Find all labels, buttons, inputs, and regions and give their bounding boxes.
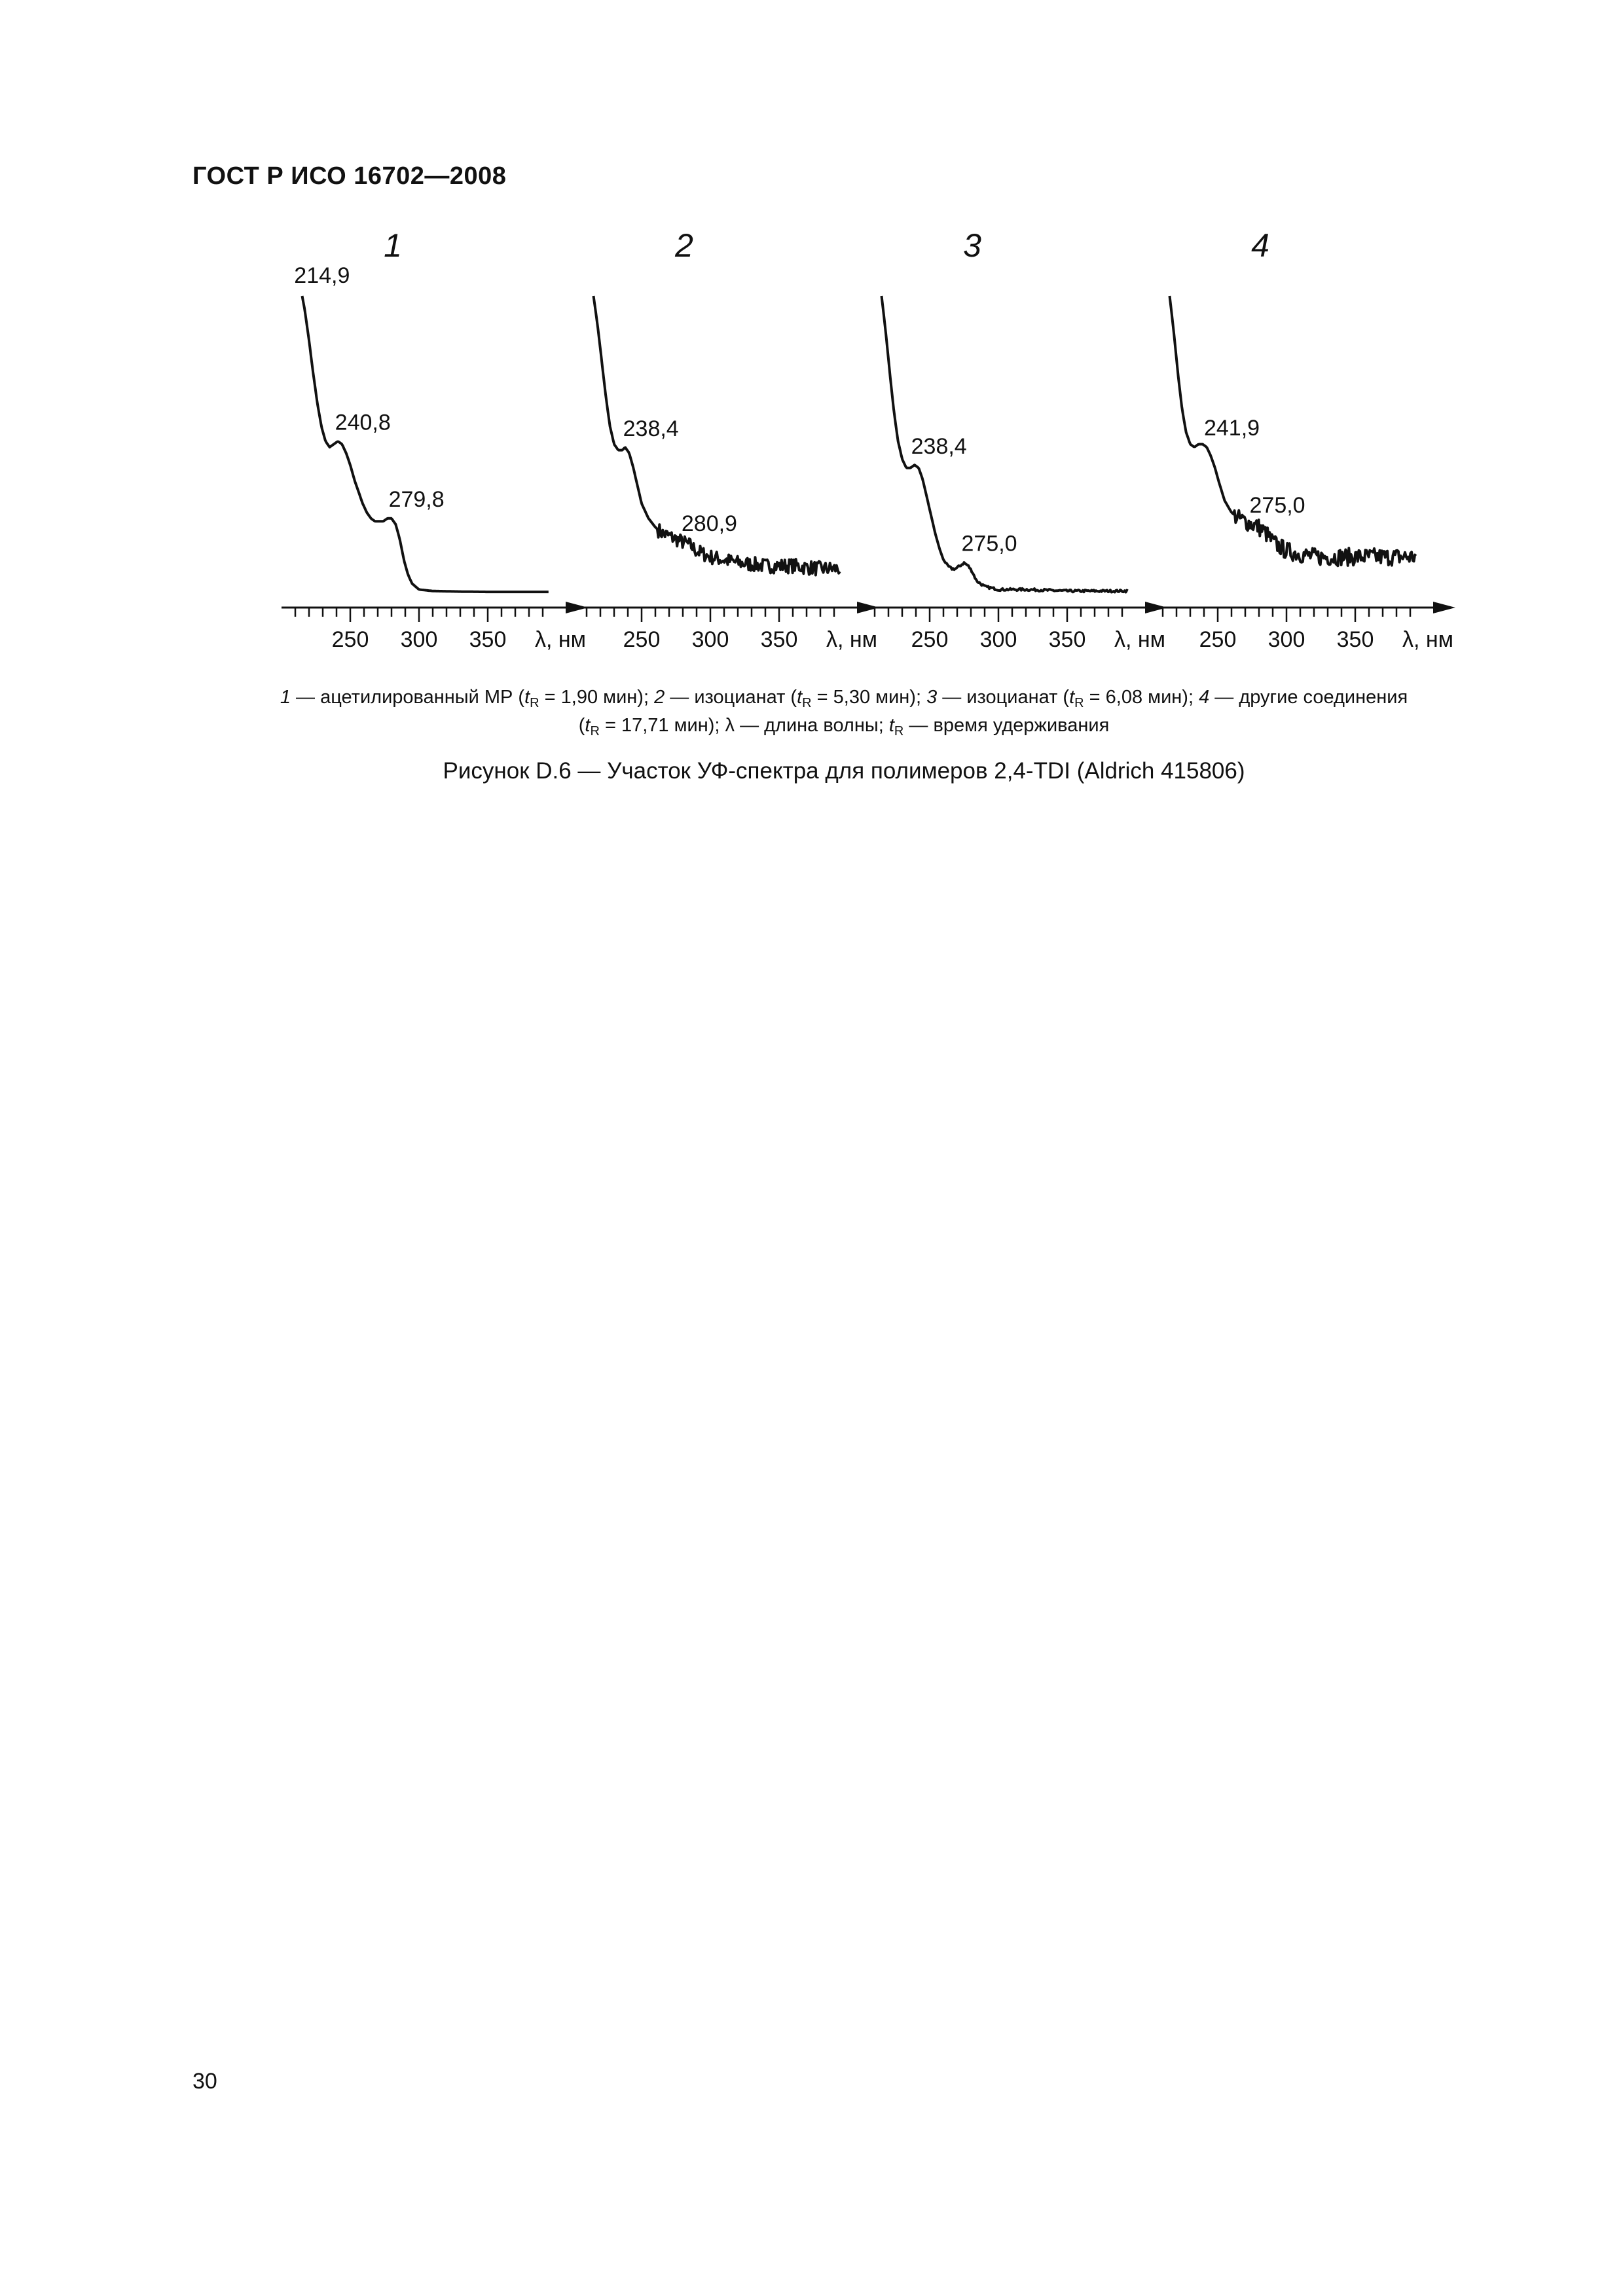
legend-line-1: [192, 686, 1495, 714]
legend-text: t: [888, 715, 894, 736]
legend-text: t: [585, 715, 591, 736]
legend-text: = 1,90 мин);: [539, 687, 655, 708]
legend-text: = 5,30 мин);: [811, 687, 927, 708]
x-tick-label: 300: [691, 627, 729, 652]
peak-label: 279,8: [388, 486, 445, 512]
legend-text: R: [1074, 696, 1084, 710]
peak-label: 240,8: [335, 410, 391, 435]
peak-label: 280,9: [681, 511, 737, 536]
peak-label: 238,4: [623, 416, 679, 442]
peak-label: 241,9: [1203, 415, 1260, 441]
spectrum-line: [302, 296, 549, 592]
legend-text: — ацетилированный МР (: [290, 687, 525, 708]
x-tick-label: 350: [1336, 627, 1374, 652]
legend-text: t: [1069, 687, 1075, 708]
legend-text: 4: [1199, 687, 1210, 708]
legend-text: t: [524, 687, 530, 708]
legend-text: — другие соединения: [1209, 687, 1408, 708]
legend-text: — изоцианат (: [937, 687, 1070, 708]
legend-text: — время удерживания: [903, 715, 1110, 736]
legend-text: R: [802, 696, 812, 710]
x-axis-label: λ, нм: [534, 627, 587, 652]
x-tick-label: 300: [979, 627, 1017, 652]
peak-label: 238,4: [911, 434, 967, 460]
legend-text: R: [530, 696, 539, 710]
panel-label: 1: [384, 227, 402, 264]
legend-text: R: [590, 724, 600, 738]
peak-label: 214,9: [294, 263, 350, 288]
x-tick-label: 250: [331, 627, 369, 652]
legend-line-2: [192, 714, 1495, 742]
x-tick-label: 250: [911, 627, 949, 652]
x-tick-label: 250: [623, 627, 661, 652]
legend-text: = 17,71 мин); λ — длина волны;: [599, 715, 889, 736]
x-axis-arrow: [1433, 602, 1455, 613]
peak-label: 275,0: [1249, 492, 1305, 518]
legend-text: — изоцианат (: [665, 687, 797, 708]
x-tick-label: 250: [1199, 627, 1237, 652]
legend-text: (: [578, 715, 585, 736]
panel-label: 3: [963, 227, 981, 264]
legend-text: 3: [926, 687, 938, 708]
x-axis-label: λ, нм: [826, 627, 878, 652]
x-tick-label: 300: [400, 627, 438, 652]
panel-label: 4: [1251, 227, 1269, 264]
x-tick-label: 300: [1267, 627, 1305, 652]
legend-text: = 6,08 мин);: [1084, 687, 1199, 708]
legend-text: t: [797, 687, 803, 708]
panel-label: 2: [675, 227, 693, 264]
figure-legend: [192, 686, 1495, 742]
legend-text: R: [894, 724, 904, 738]
x-tick-label: 350: [1048, 627, 1086, 652]
x-axis-label: λ, нм: [1402, 627, 1454, 652]
x-axis-label: λ, нм: [1114, 627, 1166, 652]
peak-label: 275,0: [961, 531, 1017, 556]
x-tick-label: 350: [469, 627, 507, 652]
page-number: 30: [192, 2069, 217, 2094]
document-header: ГОСТ Р ИСО 16702—2008: [192, 162, 507, 190]
uv-spectra-figure: [0, 0, 1623, 720]
legend-text: 2: [654, 687, 665, 708]
legend-text: 1: [280, 687, 291, 708]
x-tick-label: 350: [760, 627, 798, 652]
figure-caption: Рисунок D.6 — Участок УФ-спектра для полимеров 2,4-TDI (Aldrich 415806): [443, 758, 1245, 784]
